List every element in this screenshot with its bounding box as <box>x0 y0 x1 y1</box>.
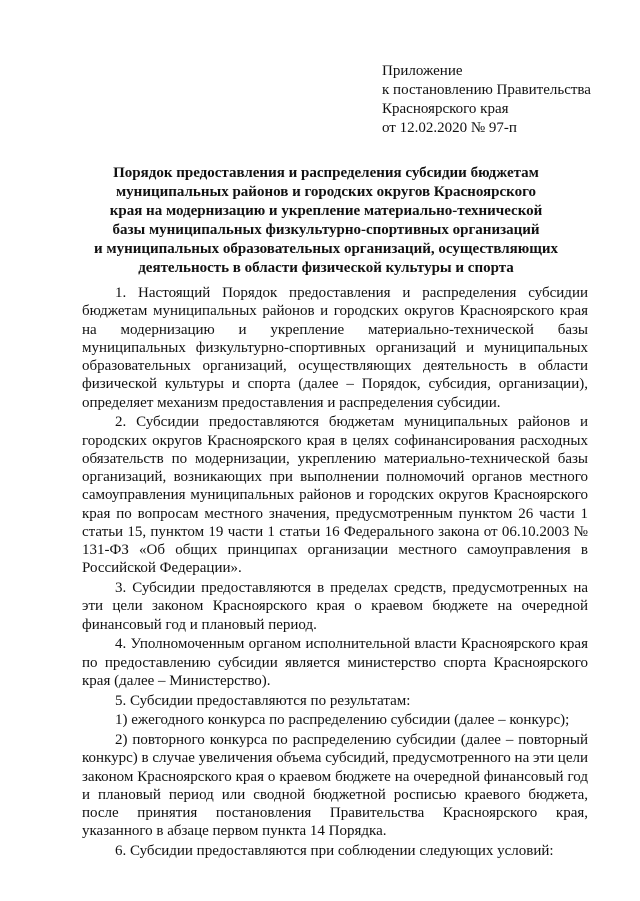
appendix-line-1: Приложение <box>382 63 463 79</box>
paragraph-5-item-2: 2) повторного конкурса по распределению субсидии (далее – повторный конкурс) в случае увеличения объема субсидий, предусмотренного на эти цели законом Красноярского края о краевом бюджете на очередной финансовый год и плановый период или сводной бюджетной росписью краевого бюджета, после принятия постановления Правительства Красноярского края, указанного в абзаце первом пункта 14 Порядка. <box>82 732 588 840</box>
paragraph-5: 5. Субсидии предоставляются по результатам: <box>115 692 411 709</box>
title-line: муниципальных районов и городских округов Красноярского <box>115 184 537 200</box>
appendix-block <box>382 62 591 138</box>
paragraph-4: 4. Уполномоченным органом исполнительной власти Красноярского края по предоставлению субсидии является министерство спорта Красноярского края (далее – Министерство). <box>82 636 588 689</box>
title-line: и муниципальных образовательных организаций, осуществляющих <box>93 241 559 257</box>
paragraph-1: 1. Настоящий Порядок предоставления и распределения субсидии бюджетам муниципальных районов и городских округов Красноярского края на модернизацию и укрепление материально-технической базы муниципальных физкультурно-спортивных организаций и муниципальных образовательных организаций, осуществляющих деятельность в области физической культуры и спорта (далее – Порядок, субсидия, организации), определяет механизм предоставления и распределения субсидии. <box>82 285 588 411</box>
paragraph-6: 6. Субсидии предоставляются при соблюдении следующих условий: <box>115 843 554 859</box>
document-title <box>80 164 572 278</box>
paragraph-5-item-1: 1) ежегодного конкурса по распределению субсидии (далее – конкурс); <box>115 712 570 729</box>
paragraph-3: 3. Субсидии предоставляются в пределах средств, предусмотренных на эти цели законом Красноярского края о краевом бюджете на очередной финансовый год и плановый период. <box>82 580 588 633</box>
paragraph-2: 2. Субсидии предоставляются бюджетам муниципальных районов и городских округов Красноярского края в целях софинансирования расходных обязательств по модернизации, укреплению материально-технической базы организаций, возникающих при выполнении полномочий органов местного самоуправления муниципальных районов и городских округов Красноярского края по вопросам местного значения, предусмотренным пунктом 26 части 1 статьи 15, пунктом 19 части 1 статьи 16 Федерального закона от 06.10.2003 № 131-ФЗ «Об общих принципах организации местного самоуправления в Российской Федерации». <box>82 414 588 577</box>
title-line: деятельность в области физической культуры и спорта <box>138 260 514 276</box>
appendix-line-3: Красноярского края <box>382 101 509 117</box>
title-line: края на модернизацию и укрепление материально-технической <box>109 203 543 219</box>
title-line: базы муниципальных физкультурно-спортивных организаций <box>112 222 540 238</box>
document-body <box>82 284 588 862</box>
appendix-line-4: от 12.02.2020 № 97-п <box>382 120 517 136</box>
title-line: Порядок предоставления и распределения субсидии бюджетам <box>113 165 539 181</box>
appendix-line-2: к постановлению Правительства <box>382 82 591 98</box>
